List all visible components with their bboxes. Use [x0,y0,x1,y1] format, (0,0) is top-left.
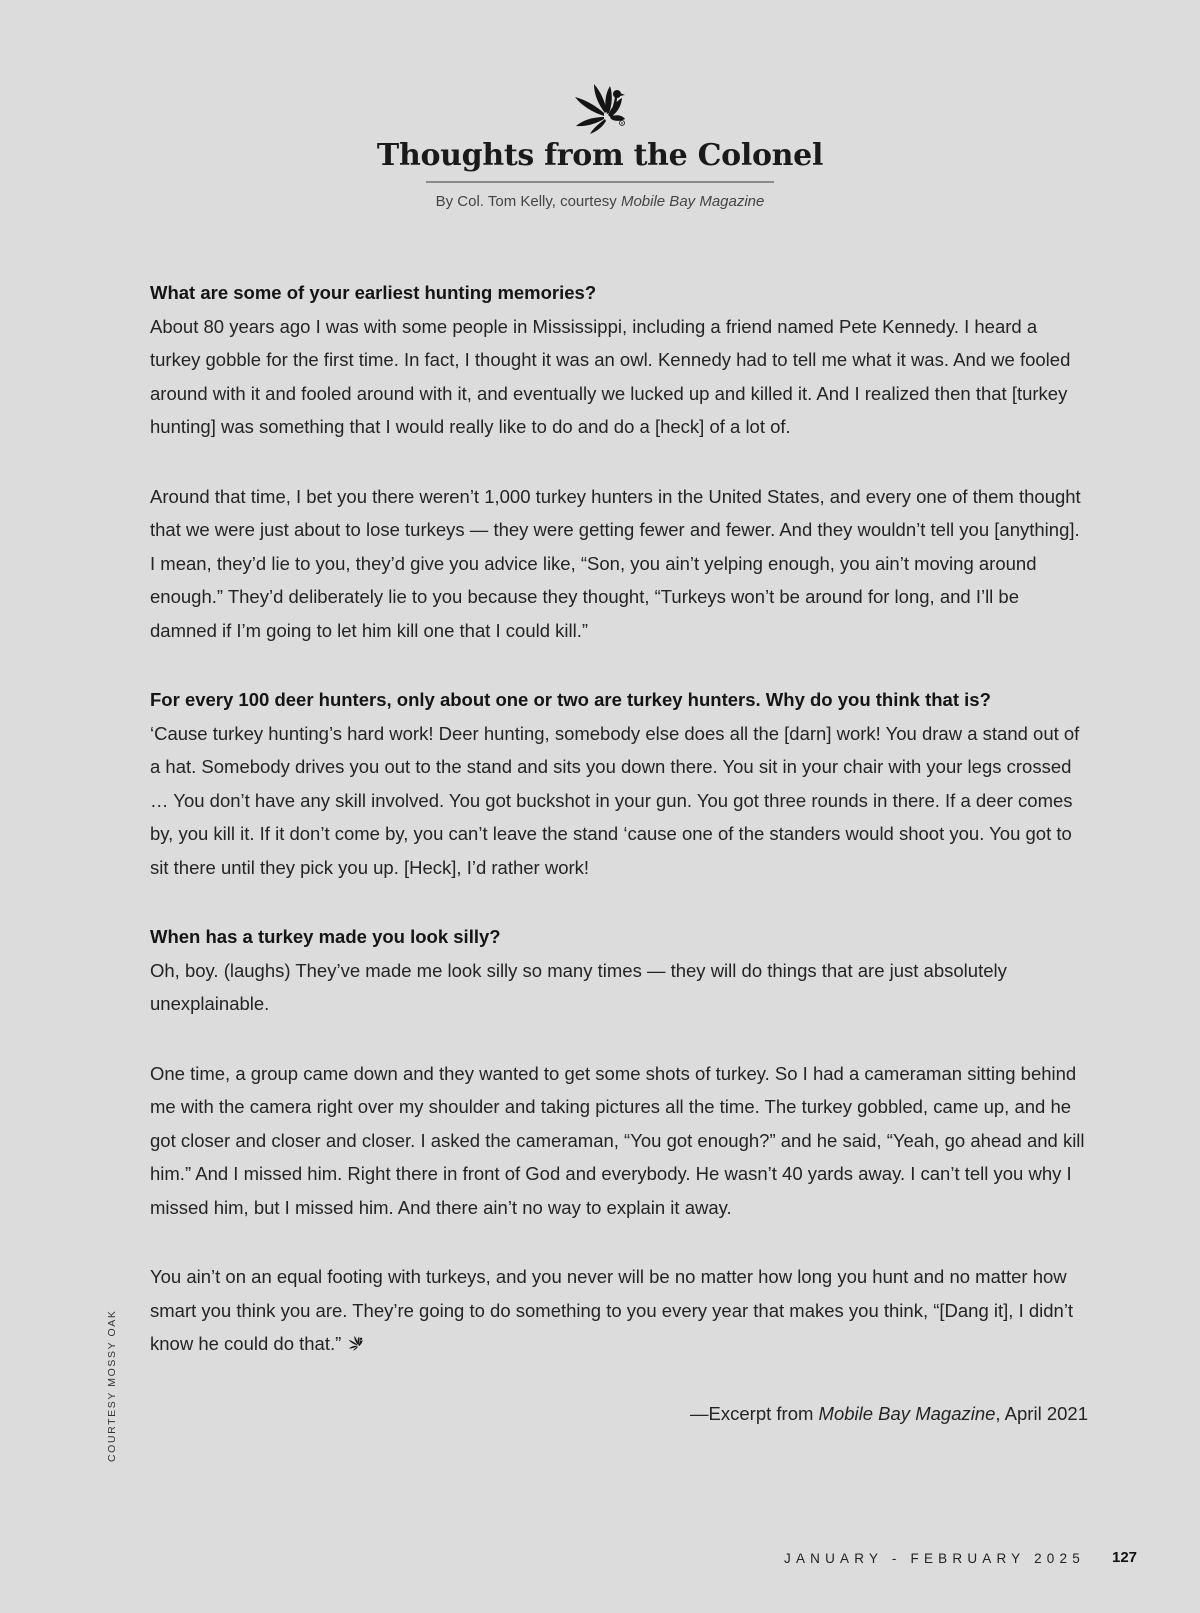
paragraph-2: Around that time, I bet you there weren’t 1,000 turkey hunters in the United States, and every one of them thought that we were just about to lose turkeys — they were getting fewer and fewer. And they wouldn’t tell you [anything]. I mean, they’d lie to you, they’d give you advice like, “Son, you ain’t yelping enough, you ain’t moving around enough.” They’d deliberately lie to you because they thought, “Turkeys won’t be around for long, and I’ll be damned if I’m going to let him kill one that I could kill.” [150,485,1081,641]
title-divider [426,181,774,183]
paragraph-6-text: You ain’t on an equal footing with turkeys, and you never will be no matter how long you hunt and no matter how smart you think you are. They’re going to do something to you every year that makes you think, “[Dang it], I didn’t know he could do that.” [150,1266,1074,1354]
answer-3: Oh, boy. (laughs) They’ve made me look silly so many times — they will do things that are just absolutely unexplainable. [150,959,1007,1014]
byline-text: By Col. Tom Kelly, courtesy [435,193,621,210]
paragraph-6 [150,1260,1088,1361]
source-date: , April 2021 [995,1402,1088,1424]
qa-block-3 [150,920,1088,1021]
byline-publication: Mobile Bay Magazine [620,193,765,210]
photo-credit: COURTESY MOSSY OAK [106,1309,118,1462]
svg-text:R: R [620,121,624,126]
source-citation [150,1397,1088,1431]
page-title: Thoughts from the Colonel [376,138,824,173]
paragraph-5: One time, a group came down and they wanted to get some shots of turkey. So I had a cameraman sitting behind me with the camera right over my shoulder and taking pictures all the time. The turkey gobbled, came up, and he got closer and closer and closer. I asked the cameraman, “You got enough?” and he said, “Yeah, go ahead and kill him.” And I missed him. Right there in front of God and everybody. He wasn’t 40 yards away. I can’t tell you why I missed him, but I missed him. And there ain’t no way to explain it away. [150,1062,1085,1218]
byline [0,193,1200,210]
turkey-fan-logo-icon [570,82,630,134]
source-prefix: —Excerpt from [690,1402,819,1424]
article-body [150,276,1088,1466]
issue-date: JANUARY - FEBRUARY 2025 [784,1551,1085,1566]
turkey-fan-end-mark-icon [347,1334,365,1352]
question-3: When has a turkey made you look silly? [150,926,501,947]
question-1: What are some of your earliest hunting memories? [150,282,597,303]
page-number: 127 [1112,1549,1138,1566]
article-header [0,82,1200,210]
question-2: For every 100 deer hunters, only about one or two are turkey hunters. Why do you think that is? [150,689,991,710]
answer-1: About 80 years ago I was with some people in Mississippi, including a friend named Pete Kennedy. I heard a turkey gobble for the first time. In fact, I thought it was an owl. Kennedy had to tell me what it was. And we fooled around with it and fooled around with it, and eventually we lucked up and killed it. And I realized then that [turkey hunting] was something that I would really like to do and do a [heck] of a lot of. [150,315,1071,437]
source-publication: Mobile Bay Magazine [818,1402,996,1424]
qa-block-2 [150,683,1088,884]
qa-block-1 [150,276,1088,444]
answer-2: ‘Cause turkey hunting’s hard work! Deer hunting, somebody else does all the [darn] work! You draw a stand out of a hat. Somebody drives you out to the stand and sits you down there. You sit in your chair with your legs crossed … You don’t have any skill involved. You got buckshot in your gun. You got three rounds in there. If a deer comes by, you kill it. If it don’t come by, you can’t leave the stand ‘cause one of the standers would shoot you. You got to sit there until they pick you up. [Heck], I’d rather work! [150,722,1080,878]
